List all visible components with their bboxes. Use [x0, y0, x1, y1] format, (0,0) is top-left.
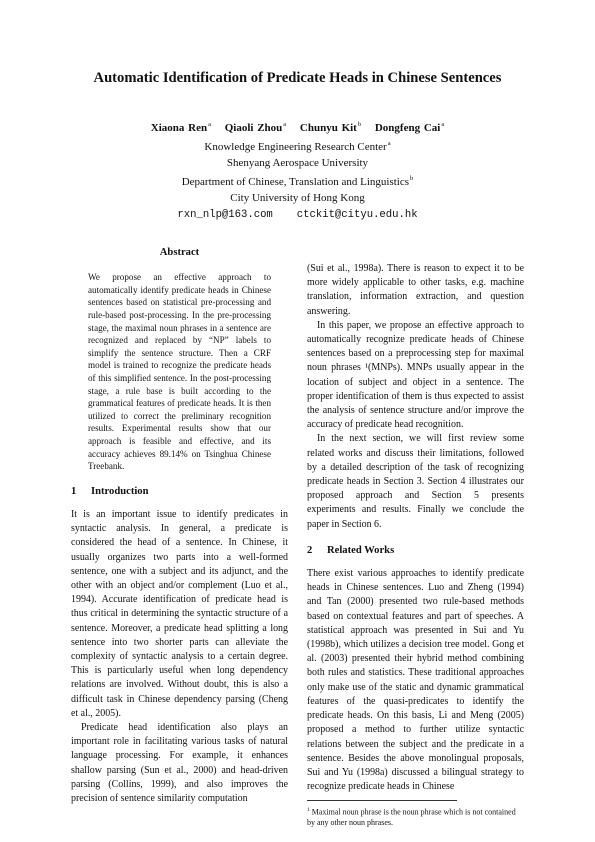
email-link[interactable]: rxn_nlp@163.com: [177, 209, 273, 221]
author-sup: a: [441, 121, 445, 128]
paragraph: In the next section, we will first review some related works and discuss their limitations, followed by a detailed description of the task of recognizing predicate heads in Section 3. Section 4 illustrates our proposed approach and Section 5 presents experiments and results. Finally we conclude the paper in Section 6.: [307, 433, 524, 530]
affiliation-text: Shenyang Aerospace University: [226, 157, 369, 169]
affiliation: [0, 171, 595, 190]
author-name: Chunyu Kit: [299, 122, 357, 134]
author: [225, 122, 286, 134]
left-column: [71, 246, 288, 806]
footnote: [307, 805, 524, 828]
author-sup: a: [208, 121, 211, 128]
paragraph: It is an important issue to identify predicates in syntactic analysis. In general, a predicate is considered the head of a sentence. In Chinese, it usually organizes two parts into a well-formed sentence, one with a subject and its adjunct, and the other with an object and/or complement (Luo et al., 1994). Accurate identification of predicate head is thus critical in determining the syntactic structure of a sentence. Moreover, a predicate head splitting a long sentence into two shorter parts can alleviate the complexity of syntactic analysis to a certain degree. This is particularly useful when long dependency relations are involved. Without doubt, this is also a difficult task in Chinese dependency parsing (Cheng et al., 2005).: [71, 508, 288, 719]
author-name: Dongfeng Cai: [374, 122, 441, 134]
section-title: Introduction: [91, 485, 149, 497]
author-block: [0, 117, 595, 223]
section-number: 1: [71, 485, 77, 497]
paragraph: In this paper, we propose an effective approach to automatically recognize predicate heads of Chinese sentences based on a preprocessing step for maximal noun phrases ¹(MNPs). MNPs usually appear in the location of subject and object in a sentence. The proper identification of them is thus expected to assist the analysis of sentence structure and/or improve the accuracy of predicate head recognition.: [307, 319, 524, 431]
footnote-mark: 1: [307, 807, 310, 814]
affiliation: [0, 155, 595, 171]
right-column: [307, 262, 524, 829]
affiliation-text: City University of Hong Kong: [230, 192, 365, 204]
affiliation-text: Department of Chinese, Translation and Linguistics: [181, 176, 410, 188]
author-sup: a: [283, 121, 287, 128]
author: [300, 122, 361, 134]
author: [151, 122, 211, 134]
paper-title: Automatic Identification of Predicate Heads in Chinese Sentences: [93, 70, 502, 86]
paragraph: (Sui et al., 1998a). There is reason to expect it to be more widely applicable to other tasks, e.g. machine translation, information extraction, and question answering.: [307, 263, 524, 317]
section-heading: [71, 485, 288, 499]
affiliation-sup: b: [410, 175, 414, 182]
affiliation: [0, 190, 595, 206]
affiliation-sup: a: [387, 140, 391, 147]
abstract-text: We propose an effective approach to automatically identify predicate heads in Chinese sentences based on statistical pre-processing and rule-based post-processing. In the pre-processing stage, the maximal noun phrases in a sentence are recognized and replaced by “NP” labels to simplify the sentence structure. Then a CRF model is trained to recognize the predicate heads of this simplified sentence. In the post-processing stage, a rule base is built according to the grammatical features of predicate heads. It is then utilized to correct the preliminary recognition results. Experimental results show that our approach is feasible and effective, and its accuracy achieves 89.14% on Tsinghua Chinese Treebank.: [88, 272, 271, 472]
author-names: [0, 117, 595, 136]
abstract-heading: Abstract: [159, 247, 200, 258]
email-link[interactable]: ctckit@cityu.edu.hk: [296, 209, 418, 221]
author-name: Xiaona Ren: [150, 122, 208, 134]
author: [375, 122, 444, 134]
footnote-divider: [307, 800, 457, 801]
section-heading: [307, 544, 524, 558]
author-name: Qiaoli Zhou: [224, 122, 283, 134]
email-line: [0, 207, 595, 223]
abstract-body: [88, 271, 271, 473]
affiliation: [0, 136, 595, 155]
paragraph: There exist various approaches to identify predicate heads in Chinese sentences. Luo and Zheng (1994) and Tan (2000) presented two rule-based methods based on contextual features and part of speeches. A statistical approach was presented in Sui and Yu (1998b), which utilizes a decision tree model. Gong et al. (2003) presented their hybrid method combining both rules and statistics. These traditional approaches only make use of the static and dynamic grammatical features of the quasi-predicates to identify the predicate heads. On this basis, Li and Meng (2005) proposed a method to further utilize syntactic relations between the subject and the predicate in a sentence. Besides the above monolingual proposals, Sui and Yu (1998a) discussed a bilingual strategy to recognize predicate heads in Chinese: [307, 568, 524, 793]
affiliation-text: Knowledge Engineering Research Center: [204, 141, 387, 153]
author-sup: b: [357, 121, 362, 128]
footnote-text: Maximal noun phrase is the noun phrase which is not contained by any other noun phrases.: [307, 807, 516, 828]
section-number: 2: [307, 544, 313, 556]
paragraph: Predicate head identification also plays an important role in facilitating various tasks of natural language processing. For example, it enhances shallow parsing (Sun et al., 2000) and head-driven parsing (Collins, 1999), and also improves the precision of sentence similarity computation: [71, 721, 288, 804]
section-title: Related Works: [327, 544, 395, 556]
